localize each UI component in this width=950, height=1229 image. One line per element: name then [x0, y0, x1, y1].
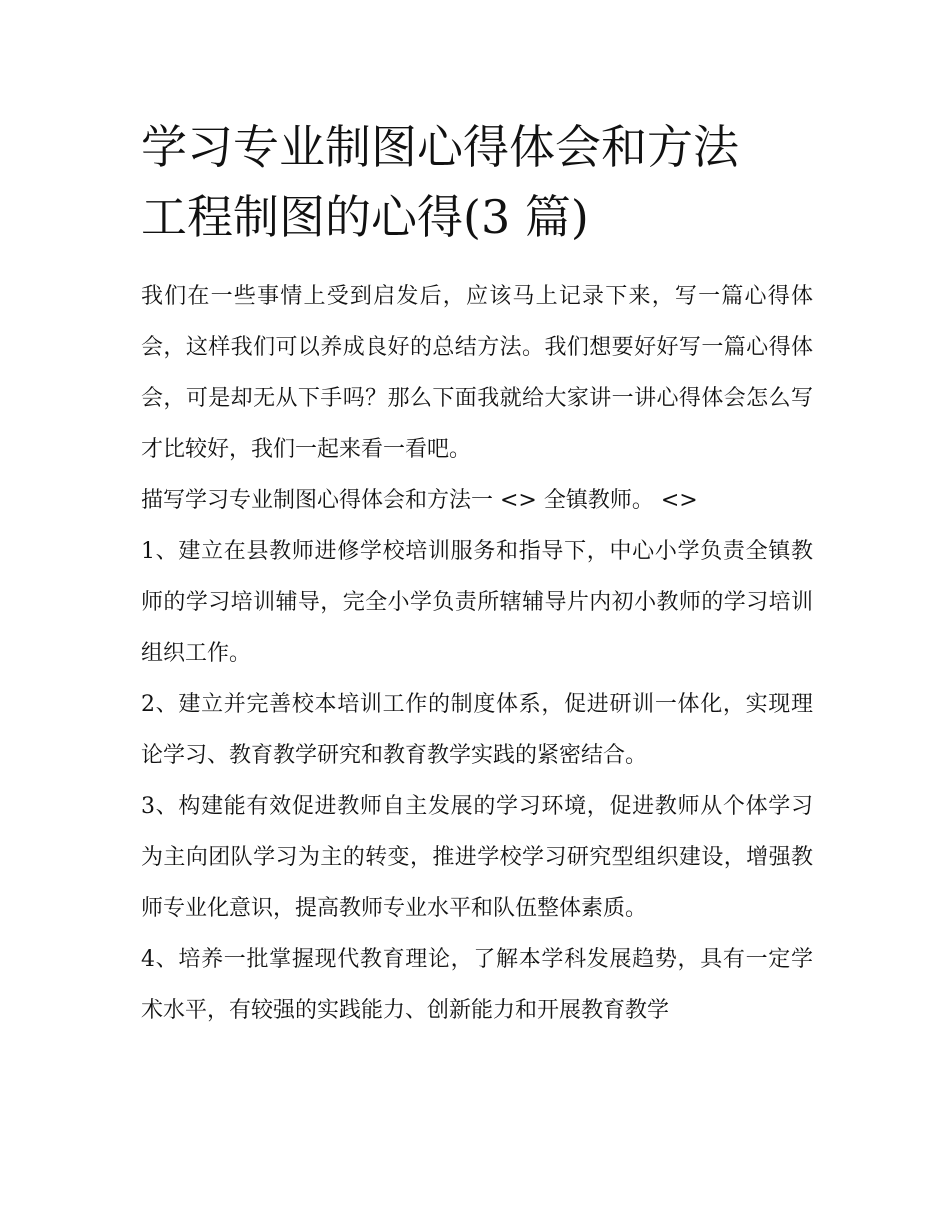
list-item-paragraph: 2、建立并完善校本培训工作的制度体系，促进研训一体化，实现理论学习、教育教学研究和教育教学实践的紧密结合。 [141, 692, 813, 768]
list-item-paragraph: 4、培养一批掌握现代教育理论，了解本学科发展趋势，具有一定学术水平，有较强的实践能力、创新能力和开展教育教学 [141, 947, 813, 1023]
document-title-line-1: 学习专业制图心得体会和方法 [141, 120, 739, 174]
document-body [141, 271, 813, 1036]
section-heading-paragraph: 描写学习专业制图心得体会和方法一 <> 全镇教师。 <> [141, 488, 698, 513]
document-title-line-2: 工程制图的心得(3 篇) [141, 190, 589, 244]
list-item-paragraph: 1、建立在县教师进修学校培训服务和指导下，中心小学负责全镇教师的学习培训辅导，完全小学负责所辖辅导片内初小教师的学习培训组织工作。 [141, 539, 813, 666]
list-item-paragraph: 3、构建能有效促进教师自主发展的学习环境，促进教师从个体学习为主向团队学习为主的转变，推进学校学习研究型组织建设，增强教师专业化意识，提高教师专业水平和队伍整体素质。 [141, 794, 813, 921]
document-content [141, 112, 813, 1036]
intro-paragraph: 我们在一些事情上受到启发后，应该马上记录下来，写一篇心得体会，这样我们可以养成良好的总结方法。我们想要好好写一篇心得体会，可是却无从下手吗？那么下面我就给大家讲一讲心得体会怎么写才比较好，我们一起来看一看吧。 [141, 284, 813, 462]
